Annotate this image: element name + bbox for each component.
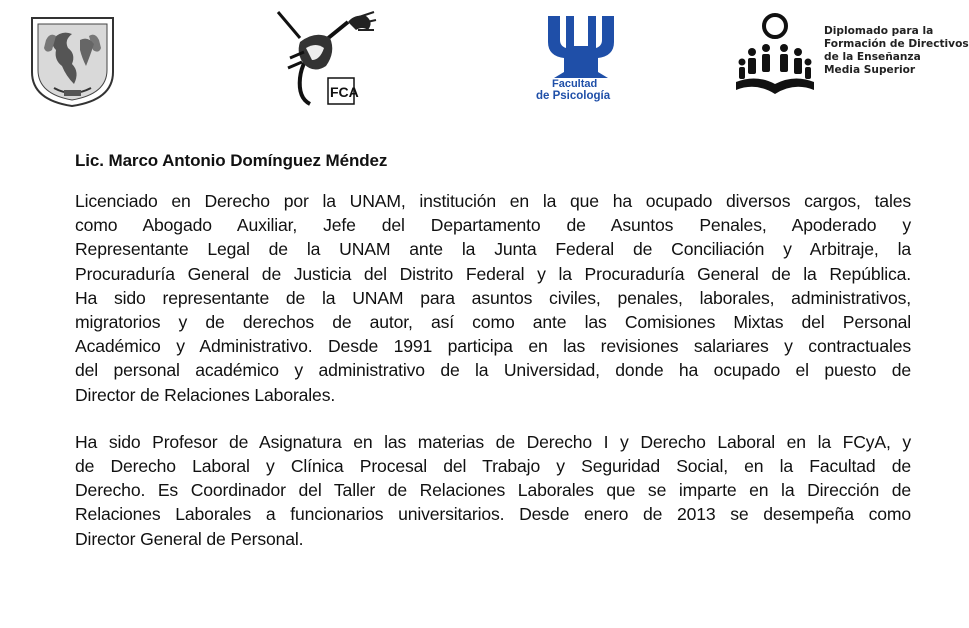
paragraph-career xyxy=(75,189,911,407)
fca-logo-icon xyxy=(270,8,382,108)
diplomado-line-1: Diplomado para la xyxy=(824,25,934,37)
diplomado-line-3: de la Enseñanza xyxy=(824,51,921,63)
paragraph-line: Director General de Personal. xyxy=(75,528,304,549)
paragraph-line: migratorios y de derechos de autor, así como ante las Comisiones Mixtas del Personal xyxy=(75,312,911,333)
diplomado-line-2: Formación de Directivos xyxy=(824,38,969,50)
paragraph-line: Representante Legal de la UNAM ante la Junta Federal de Conciliación y Arbitraje, la xyxy=(75,239,911,260)
paragraph-line: Licenciado en Derecho por la UNAM, institución en la que ha ocupado diversos cargos, tales xyxy=(75,191,911,211)
people-book-icon xyxy=(734,12,816,104)
logo-header xyxy=(0,0,969,115)
psicologia-logo xyxy=(530,12,632,104)
fca-logo xyxy=(270,8,382,108)
paragraph-line: del personal académico y administrativo de la Universidad, donde ha ocupado el puesto de xyxy=(75,360,911,381)
diplomado-line-4: Media Superior xyxy=(824,64,916,76)
psi-icon xyxy=(530,12,632,82)
fca-logo-label: FCA xyxy=(330,84,359,100)
document-body xyxy=(75,150,911,574)
psicologia-text-line2: de Psicología xyxy=(536,90,611,102)
paragraph-line: Director de Relaciones Laborales. xyxy=(75,384,336,405)
diplomado-caption xyxy=(824,25,969,77)
diplomado-logo xyxy=(734,12,816,104)
paragraph-line: Ha sido representante de la UNAM para asuntos civiles, penales, laborales, administrativos, xyxy=(75,287,911,308)
paragraph-line: Derecho. Es Coordinador del Taller de Relaciones Laborales que se imparte en la Dirección de xyxy=(75,480,911,501)
unam-seal-icon xyxy=(24,10,121,110)
paragraph-line: de Derecho Laboral y Clínica Procesal del Trabajo y Seguridad Social, en la Facultad de xyxy=(75,456,911,477)
paragraph-line: Académico y Administrativo. Desde 1991 participa en las revisiones salariares y contractuales xyxy=(75,336,911,357)
paragraph-line: como Abogado Auxiliar, Jefe del Departamento de Asuntos Penales, Apoderado y xyxy=(75,215,911,236)
paragraph-line: Ha sido Profesor de Asignatura en las materias de Derecho I y Derecho Laboral en la FCyA, y xyxy=(75,431,911,452)
paragraph-teaching xyxy=(75,430,911,551)
psicologia-text-line1: Facultad xyxy=(552,78,598,90)
paragraph-line: Relaciones Laborales a funcionarios universitarios. Desde enero de 2013 se desempeña como xyxy=(75,504,911,525)
unam-seal-logo xyxy=(24,10,121,110)
person-name-heading: Lic. Marco Antonio Domínguez Méndez xyxy=(75,151,388,170)
paragraph-line: Procuraduría General de Justicia del Distrito Federal y la Procuraduría General de la República. xyxy=(75,263,911,284)
